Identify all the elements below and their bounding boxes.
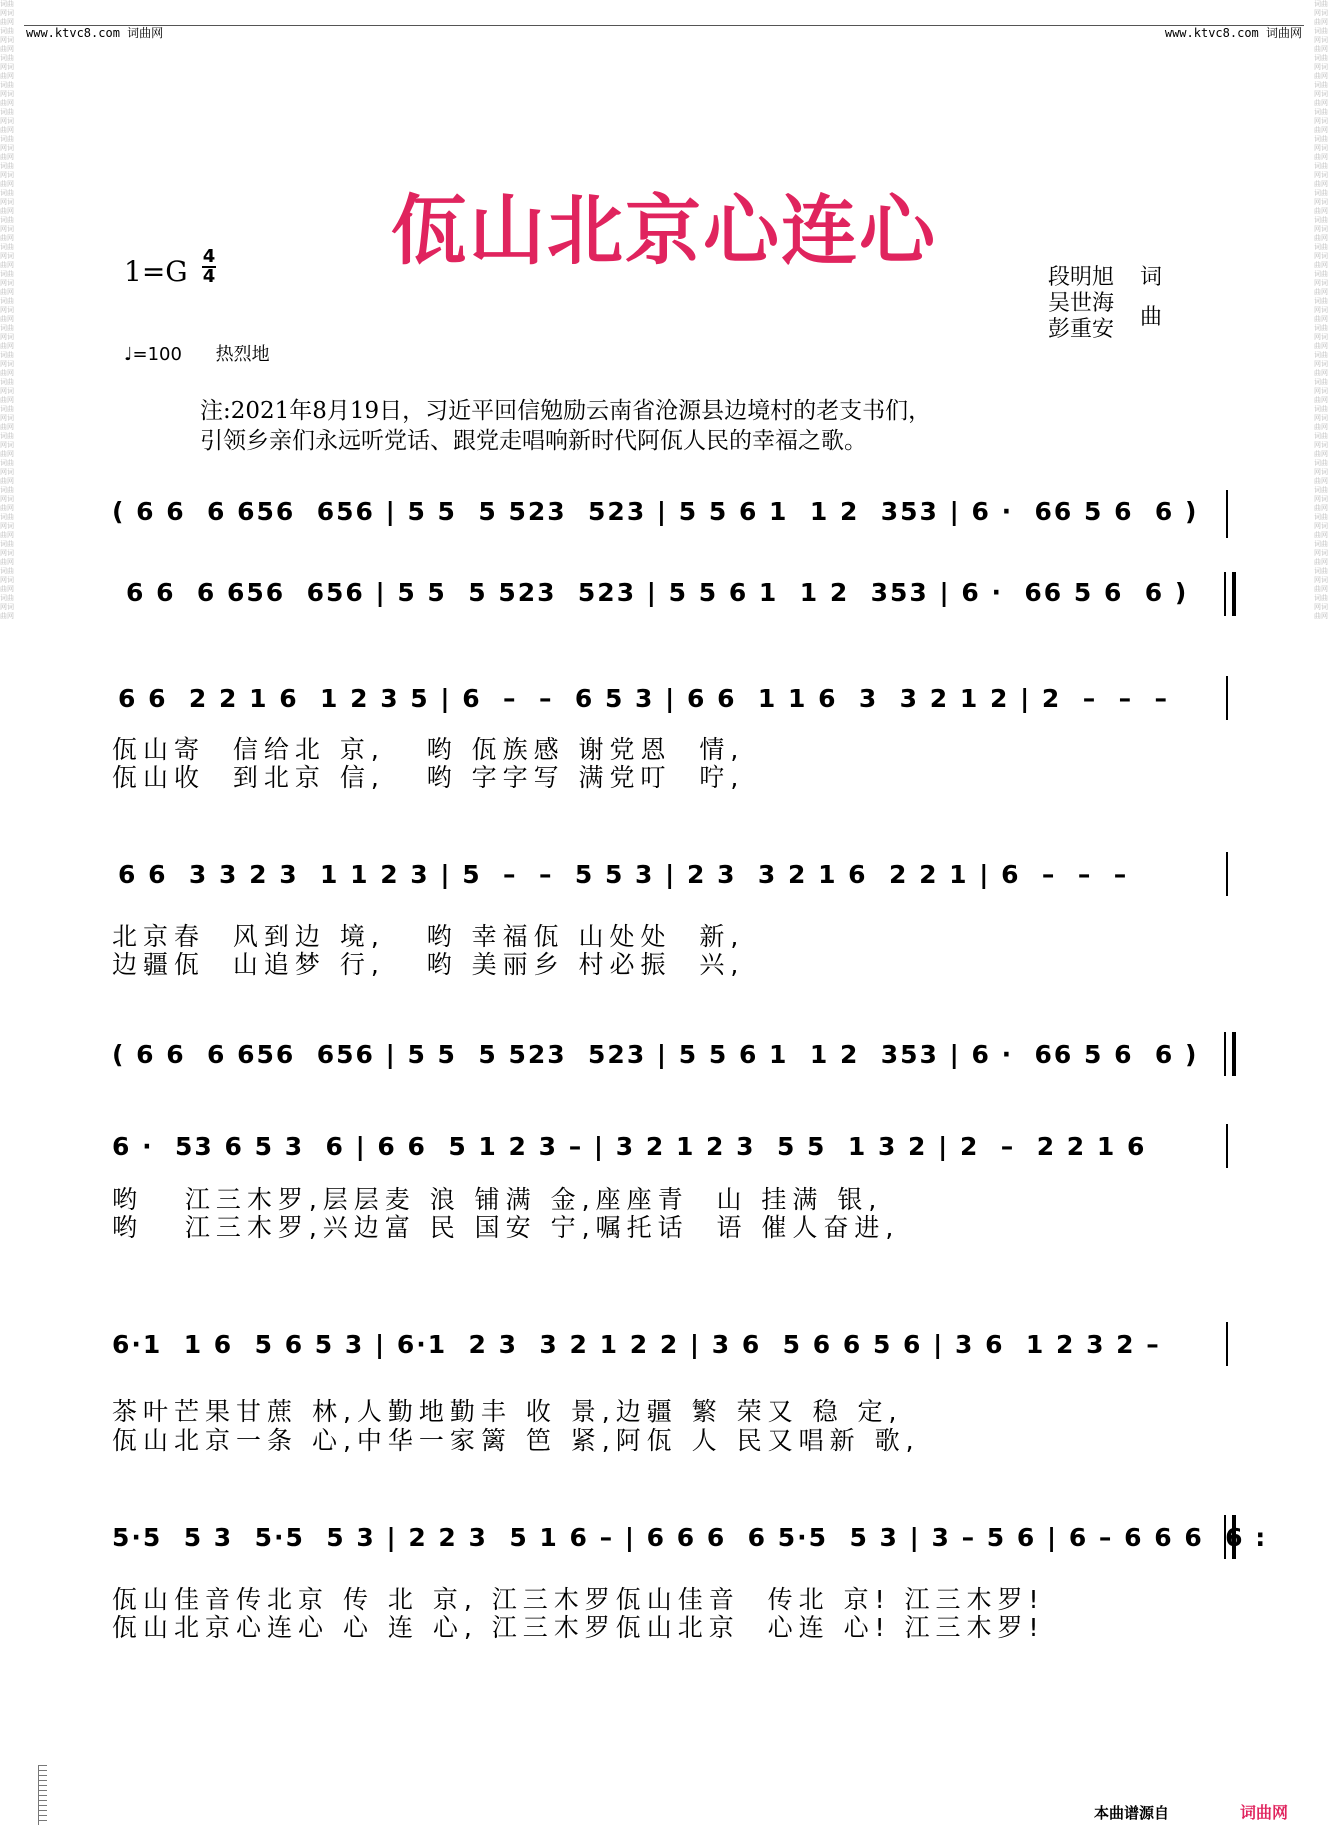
score-interlude: ( 6 6 6 656 656 | 5 5 5 523 523 | 5 5 6 1 1 2 353 | 6 · 66 5 6 6 ): [112, 1040, 1199, 1069]
lyric-chorus1-a: 哟 江三木罗,层层麦 浪 铺满 金,座座青 山 挂满 银,: [112, 1185, 883, 1214]
composer-name-2: 彭重安: [1048, 317, 1115, 342]
lyric-ending-a: 佤山佳音传北京 传 北 京, 江三木罗佤山佳音 传北 京! 江三木罗!: [112, 1585, 1045, 1614]
time-signature-top: 4: [202, 246, 216, 267]
lyricist-name: 段明旭: [1048, 265, 1115, 290]
lyric-chorus2-b: 佤山北京一条 心,中华一家篱 笆 紧,阿佤 人 民又唱新 歌,: [112, 1426, 920, 1455]
double-barline: [1224, 572, 1236, 616]
expression-marking: 热烈地: [215, 344, 270, 365]
double-barline: [1224, 1032, 1236, 1076]
composer-role: 曲: [1140, 305, 1163, 330]
composer-name-1: 吴世海: [1048, 291, 1115, 316]
tempo-marking: [124, 340, 270, 366]
score-verse-line-2: 6 6 3 3 2 3 1 1 2 3 | 5 – – 5 5 3 | 2 3 3 2 1 6 2 2 1 | 6 – – –: [118, 860, 1129, 889]
lyric-chorus2-a: 茶叶芒果甘蔗 林,人勤地勤丰 收 景,边疆 繁 荣又 稳 定,: [112, 1397, 903, 1426]
lyric-ending-b: 佤山北京心连心 心 连 心, 江三木罗佤山北京 心连 心! 江三木罗!: [112, 1613, 1045, 1642]
footer-source-text: 本曲谱源自: [1094, 1804, 1170, 1822]
tempo-value: ♩=100: [124, 344, 182, 365]
note-line-1: 注:2021年8月19日，习近平回信勉励云南省沧源县边境村的老支书们，: [200, 398, 932, 424]
score-ending-line: 5·5 5 3 5·5 5 3 | 2 2 3 5 1 6 – | 6 6 6 6 5·5 5 3 | 3 – 5 6 | 6 – 6 6 6 6 :: [112, 1523, 1268, 1552]
lyric-verse2-a: 北京春 风到边 境, 哟 幸福佤 山处处 新,: [112, 922, 745, 951]
side-watermark-left: 词曲网词曲网词曲网词曲网词曲网词曲网词曲网词曲网词曲网词曲网词曲网词曲网词曲网词曲网词曲网词曲网词曲网词曲网词曲网词曲网词曲网词曲网词曲网词曲网词曲网词曲网词曲网词曲网词曲网词曲网词曲网词曲网词曲网词曲网词曲网词曲网词曲网词曲网词曲网词曲网词曲网词曲网词曲网词曲网词曲网词曲网: [0, 0, 14, 620]
score-intro-line-1: ( 6 6 6 656 656 | 5 5 5 523 523 | 5 5 6 1 1 2 353 | 6 · 66 5 6 6 ): [112, 497, 1199, 526]
lyric-verse1-a: 佤山寄 信给北 京, 哟 佤族感 谢党恩 情,: [112, 735, 745, 764]
header-right-url: www.ktvc8.com 词曲网: [1164, 26, 1302, 40]
key-signature: 1=G: [124, 255, 188, 288]
header-rule: [24, 25, 1304, 26]
lyric-verse1-b: 佤山收 到北京 信, 哟 字字写 满党叮 咛,: [112, 763, 745, 792]
song-title: 佤山北京心连心: [391, 186, 937, 275]
barline: [1226, 490, 1228, 538]
header-left-url: www.ktvc8.com 词曲网: [26, 26, 164, 40]
barline: [1226, 852, 1228, 896]
page-ruler: [38, 1765, 47, 1825]
lyricist-role: 词: [1140, 265, 1163, 290]
score-verse-line-1: 6 6 2 2 1 6 1 2 3 5 | 6 – – 6 5 3 | 6 6 1 1 6 3 3 2 1 2 | 2 – – –: [118, 684, 1170, 713]
footer-brand-logo[interactable]: 词曲网: [1240, 1803, 1289, 1822]
time-signature: [202, 248, 216, 286]
score-chorus-line-1: 6 · 53 6 5 3 6 | 6 6 5 1 2 3 – | 3 2 1 2 3 5 5 1 3 2 | 2 – 2 2 1 6: [112, 1132, 1147, 1161]
score-chorus-line-2: 6·1 1 6 5 6 5 3 | 6·1 2 3 3 2 1 2 2 | 3 6 5 6 6 5 6 | 3 6 1 2 3 2 –: [112, 1330, 1161, 1359]
repeat-end-barline: [1224, 1515, 1236, 1559]
side-watermark-right: 词曲网词曲网词曲网词曲网词曲网词曲网词曲网词曲网词曲网词曲网词曲网词曲网词曲网词曲网词曲网词曲网词曲网词曲网词曲网词曲网词曲网词曲网词曲网词曲网词曲网词曲网词曲网词曲网词曲网词曲网词曲网词曲网词曲网词曲网词曲网词曲网词曲网词曲网词曲网词曲网词曲网词曲网词曲网词曲网词曲网词曲网: [1314, 0, 1328, 620]
lyric-chorus1-b: 哟 江三木罗,兴边富 民 国安 宁,嘱托话 语 催人奋进,: [112, 1213, 900, 1242]
time-signature-bottom: 4: [202, 266, 216, 287]
barline: [1226, 676, 1228, 720]
lyric-verse2-b: 边疆佤 山追梦 行, 哟 美丽乡 村必振 兴,: [112, 950, 745, 979]
note-line-2: 引领乡亲们永远听党话、跟党走唱响新时代阿佤人民的幸福之歌。: [200, 428, 867, 454]
barline: [1226, 1124, 1228, 1168]
barline: [1226, 1322, 1228, 1366]
score-intro-line-2: 6 6 6 656 656 | 5 5 5 523 523 | 5 5 6 1 1 2 353 | 6 · 66 5 6 6 ): [126, 578, 1189, 607]
